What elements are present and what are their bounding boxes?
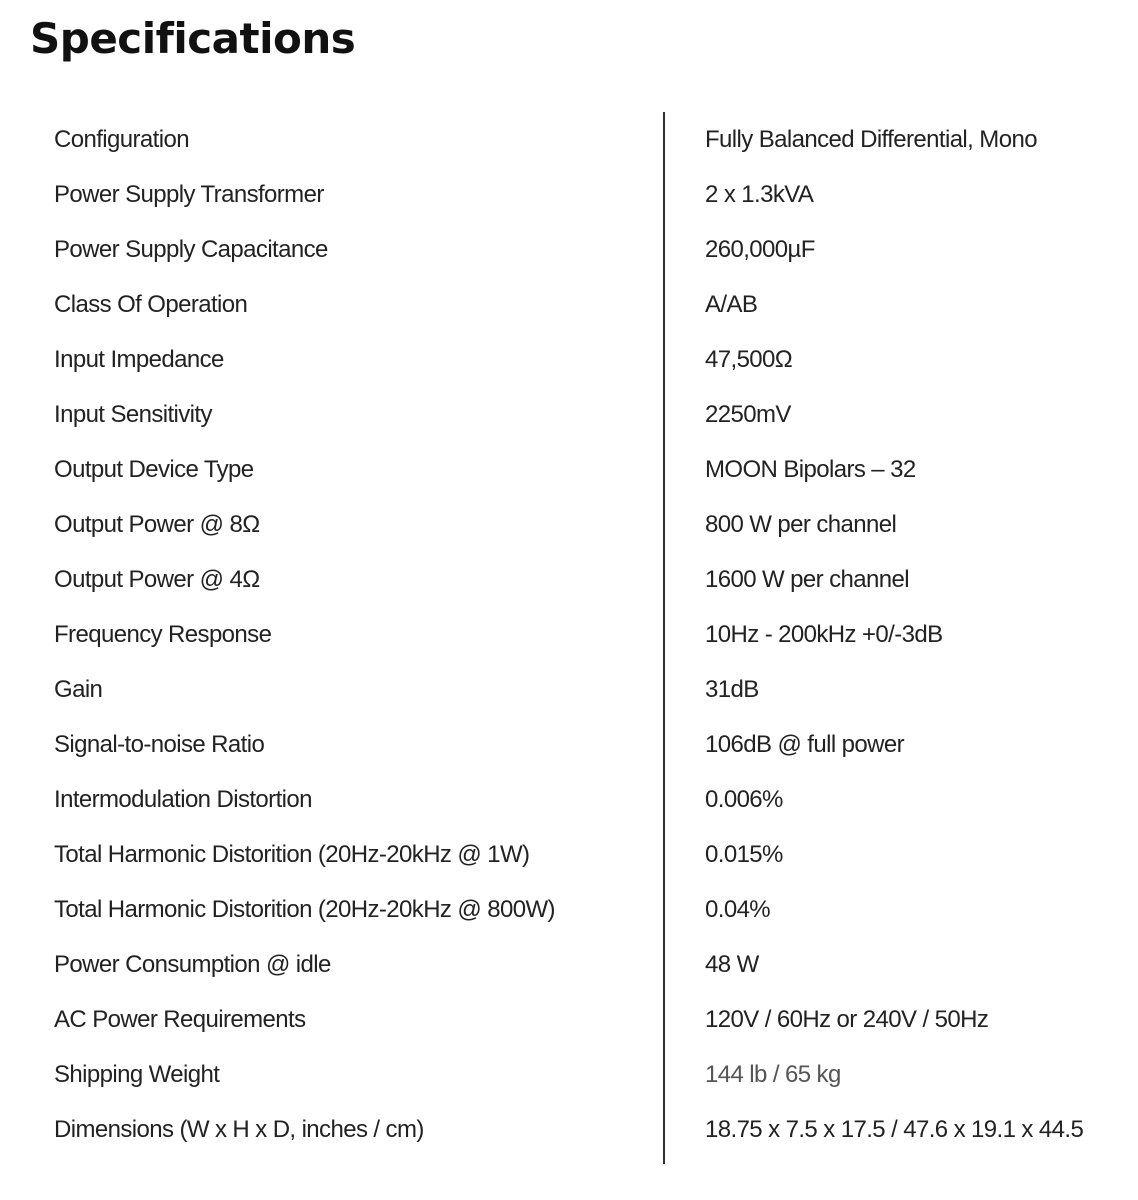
spec-label: Frequency Response xyxy=(54,621,272,648)
spec-value: MOON Bipolars – 32 xyxy=(705,456,916,483)
spec-label: Signal-to-noise Ratio xyxy=(54,731,265,758)
spec-value: 0.04% xyxy=(705,896,771,923)
spec-label: Output Power @ 8Ω xyxy=(54,511,260,538)
spec-label: Gain xyxy=(54,676,103,703)
spec-label: Input Impedance xyxy=(54,346,224,373)
spec-row-input-impedance xyxy=(0,332,1138,387)
spec-value: 144 lb / 65 kg xyxy=(705,1061,841,1088)
spec-label: Input Sensitivity xyxy=(54,401,212,428)
spec-row-frequency-response xyxy=(0,607,1138,662)
spec-row-thd-800w xyxy=(0,882,1138,937)
spec-row-output-power-8-ohm xyxy=(0,497,1138,552)
spec-row-shipping-weight xyxy=(0,1047,1138,1102)
spec-row-intermodulation-distortion xyxy=(0,772,1138,827)
spec-row-power-supply-transformer xyxy=(0,167,1138,222)
spec-row-signal-to-noise-ratio xyxy=(0,717,1138,772)
page-title: Specifications xyxy=(30,14,356,63)
spec-row-power-supply-capacitance xyxy=(0,222,1138,277)
spec-value: A/AB xyxy=(705,291,758,318)
spec-label: Total Harmonic Distorition (20Hz-20kHz @ 800W) xyxy=(54,896,555,923)
spec-row-class-of-operation xyxy=(0,277,1138,332)
spec-value: 120V / 60Hz or 240V / 50Hz xyxy=(705,1006,989,1033)
spec-row-configuration xyxy=(0,112,1138,167)
spec-label: Power Supply Transformer xyxy=(54,181,324,208)
spec-label: AC Power Requirements xyxy=(54,1006,306,1033)
spec-value: 10Hz - 200kHz +0/-3dB xyxy=(705,621,943,648)
spec-label: Intermodulation Distortion xyxy=(54,786,312,813)
spec-label: Total Harmonic Distorition (20Hz-20kHz @ 1W) xyxy=(54,841,530,868)
spec-row-output-device-type xyxy=(0,442,1138,497)
spec-row-gain xyxy=(0,662,1138,717)
spec-label: Output Power @ 4Ω xyxy=(54,566,260,593)
spec-label: Configuration xyxy=(54,126,189,153)
spec-label: Class Of Operation xyxy=(54,291,248,318)
spec-value: 106dB @ full power xyxy=(705,731,905,758)
spec-label: Power Consumption @ idle xyxy=(54,951,331,978)
spec-label: Output Device Type xyxy=(54,456,254,483)
spec-value: 1600 W per channel xyxy=(705,566,910,593)
spec-value: 0.015% xyxy=(705,841,783,868)
spec-label: Shipping Weight xyxy=(54,1061,220,1088)
spec-value: 0.006% xyxy=(705,786,783,813)
spec-value: 800 W per channel xyxy=(705,511,897,538)
spec-label: Dimensions (W x H x D, inches / cm) xyxy=(54,1116,424,1143)
spec-row-input-sensitivity xyxy=(0,387,1138,442)
spec-label: Power Supply Capacitance xyxy=(54,236,328,263)
spec-value: 2 x 1.3kVA xyxy=(705,181,814,208)
spec-row-ac-power-requirements xyxy=(0,992,1138,1047)
spec-row-dimensions xyxy=(0,1102,1138,1157)
spec-row-power-consumption-idle xyxy=(0,937,1138,992)
spec-value: 47,500Ω xyxy=(705,346,793,373)
spec-value: 260,000µF xyxy=(705,236,815,263)
spec-value: 2250mV xyxy=(705,401,791,428)
spec-value: 31dB xyxy=(705,676,759,703)
spec-row-output-power-4-ohm xyxy=(0,552,1138,607)
spec-value: 18.75 x 7.5 x 17.5 / 47.6 x 19.1 x 44.5 xyxy=(705,1116,1084,1143)
spec-row-thd-1w xyxy=(0,827,1138,882)
spec-value: Fully Balanced Differential, Mono xyxy=(705,126,1037,153)
spec-value: 48 W xyxy=(705,951,759,978)
